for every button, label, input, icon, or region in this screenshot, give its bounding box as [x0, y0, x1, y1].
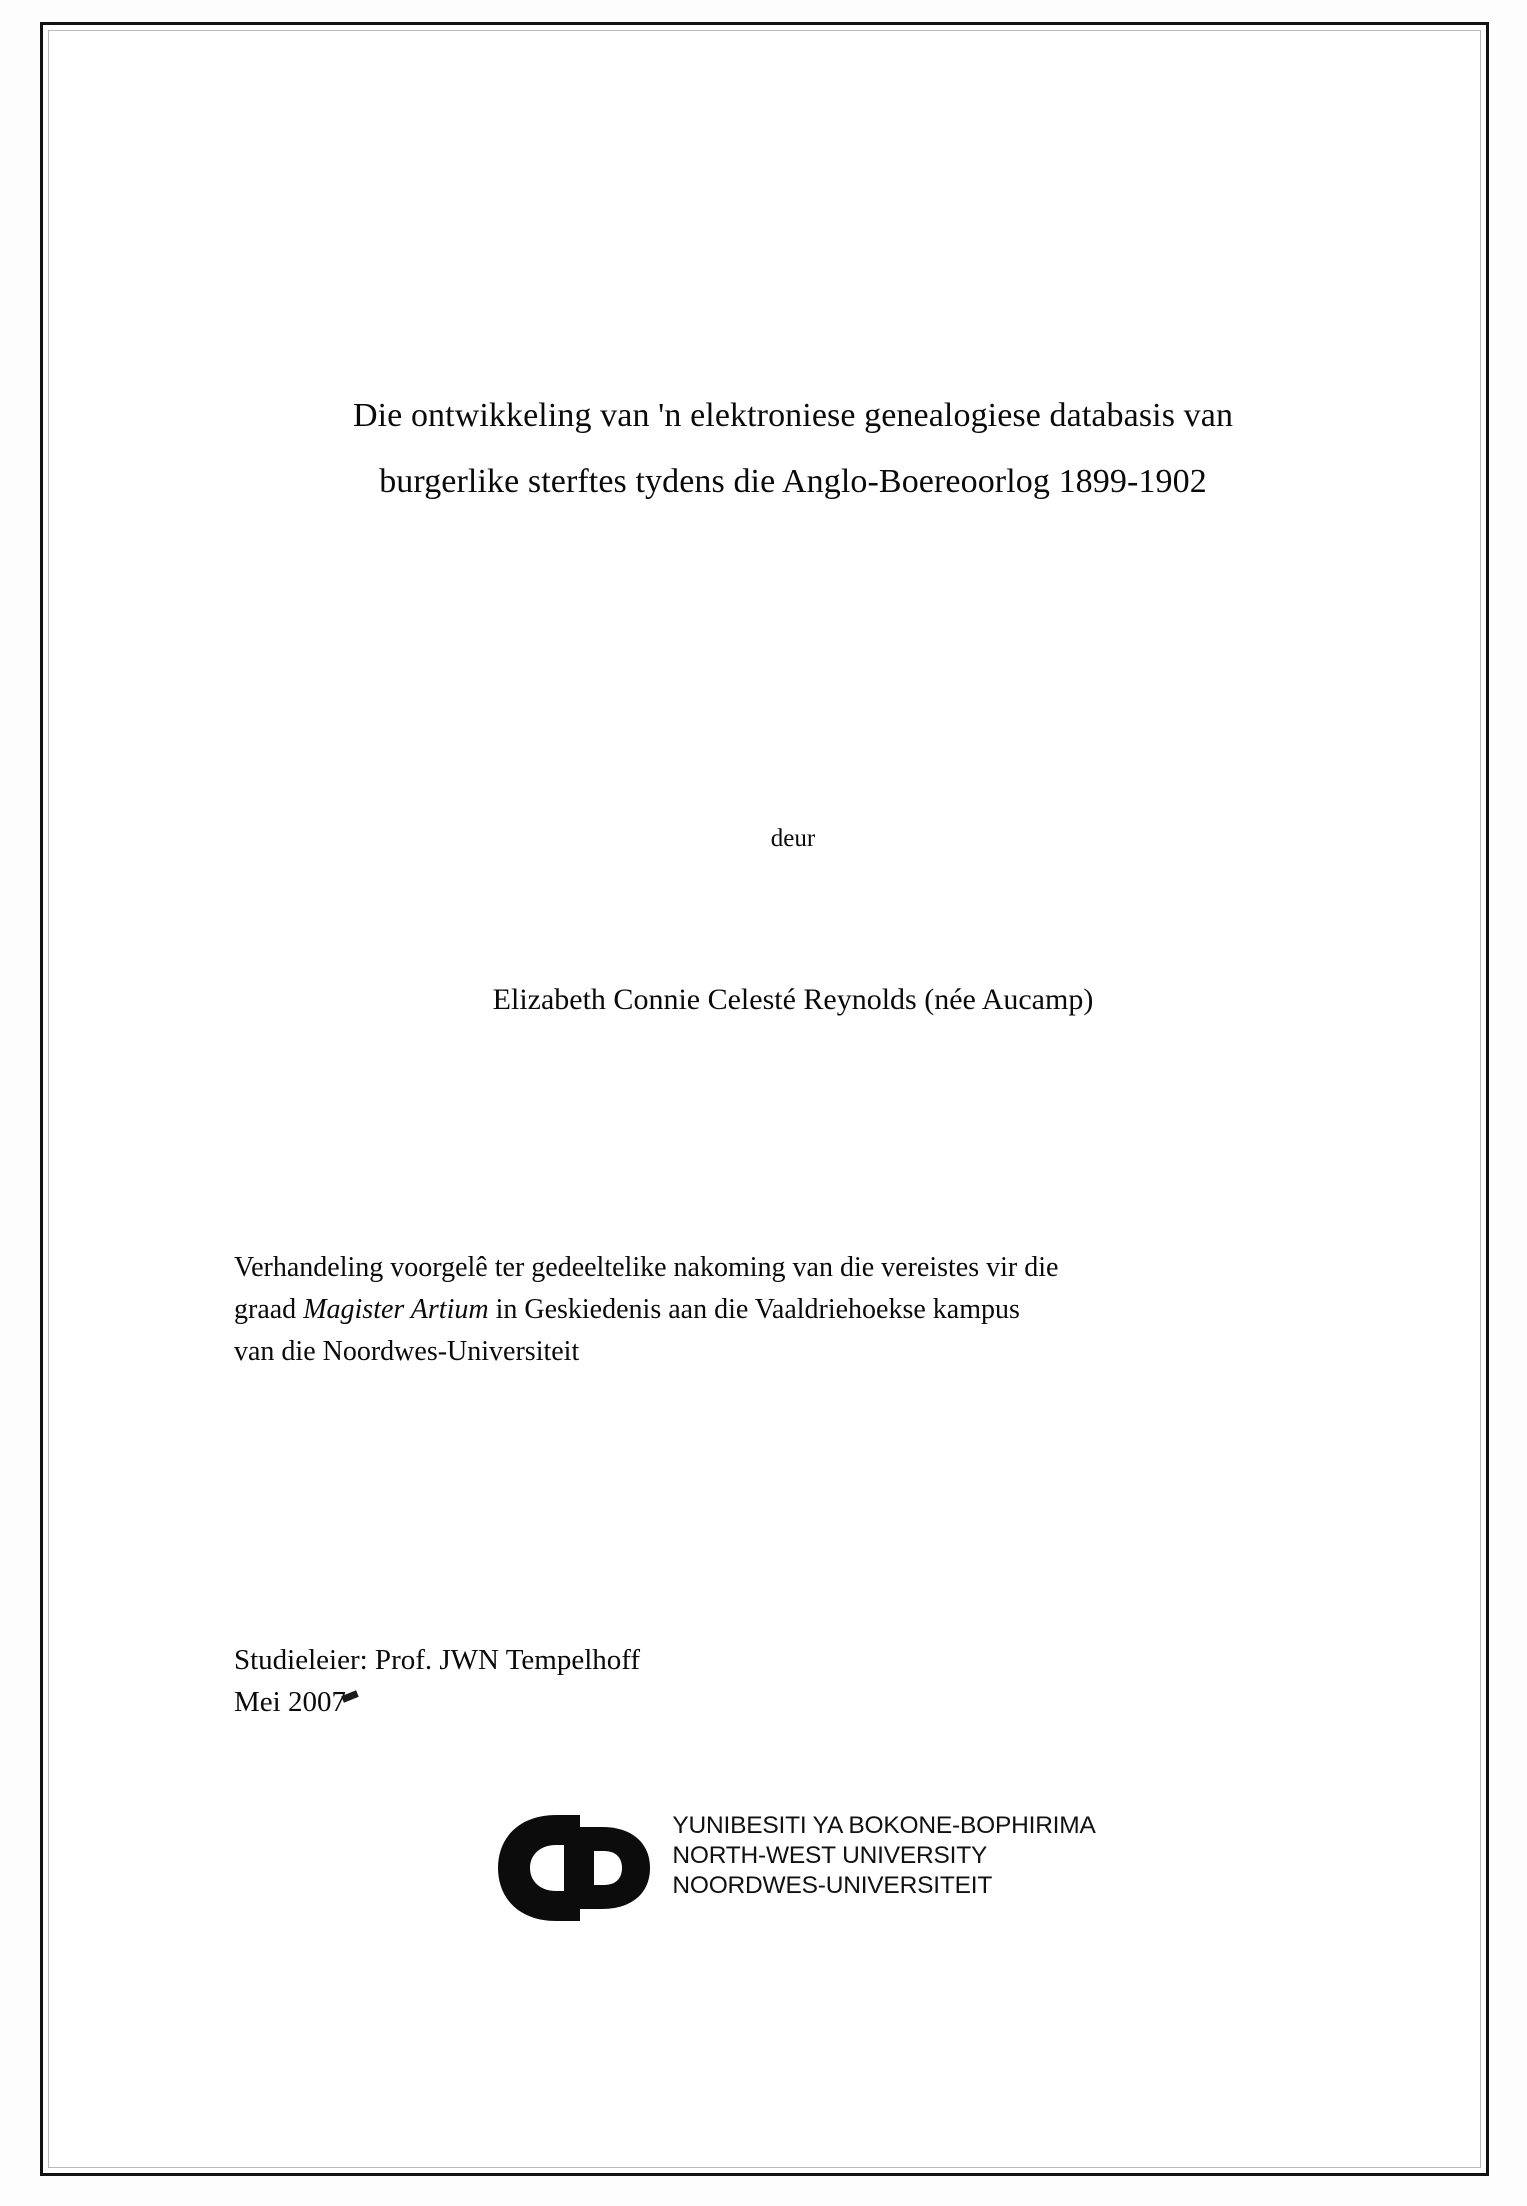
date-value: Mei 2007: [234, 1686, 346, 1718]
degree-statement-line-2-post: in Geskiedenis aan die Vaaldriehoekse kampus: [488, 1294, 1020, 1325]
date-line: [234, 1681, 1234, 1723]
degree-statement-line-2-pre: graad: [234, 1294, 304, 1325]
north-west-university-logo-icon: [490, 1809, 662, 1927]
by-label: deur: [770, 825, 816, 852]
thesis-title: [193, 383, 1393, 515]
degree-statement-line-3: van die Noordwes-Universiteit: [234, 1336, 580, 1367]
thesis-title-line-1: Die ontwikkeling van 'n elektroniese genealogiese databasis van: [352, 397, 1234, 434]
thesis-title-line-2: burgerlike sterftes tydens die Anglo-Boereoorlog 1899-1902: [379, 463, 1207, 500]
page-border-frame: [40, 22, 1489, 2176]
title-page-content: [193, 25, 1393, 2173]
supervisor-block: [234, 1639, 1234, 1723]
university-logo-line-2: NORTH-WEST UNIVERSITY: [672, 1842, 988, 1869]
author-name: Elizabeth Connie Celesté Reynolds (née Aucamp): [492, 983, 1094, 1016]
degree-statement-line-2: [234, 1289, 1352, 1331]
degree-name: Magister Artium: [303, 1294, 489, 1325]
degree-statement-line-1: Verhandeling voorgelê ter gedeeltelike nakoming van die vereistes vir die: [234, 1252, 1059, 1283]
university-logo-line-1: YUNIBESITI YA BOKONE-BOPHIRIMA: [672, 1812, 1096, 1839]
degree-statement: [234, 1247, 1352, 1373]
supervisor-line: Studieleier: Prof. JWN Tempelhoff: [234, 1644, 641, 1676]
university-logo: [193, 1805, 1393, 1927]
university-logo-text: [672, 1805, 1095, 1901]
university-logo-line-3: NOORDWES-UNIVERSITEIT: [672, 1872, 993, 1899]
